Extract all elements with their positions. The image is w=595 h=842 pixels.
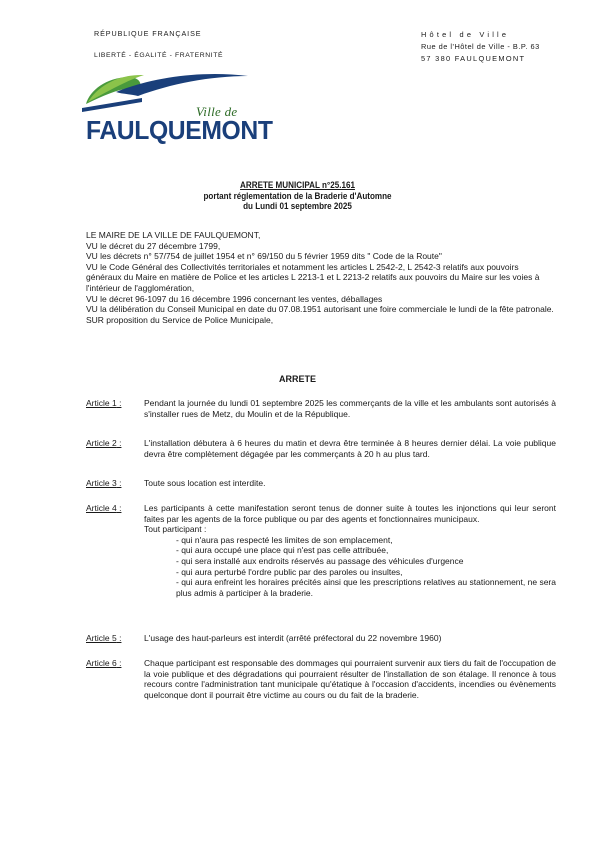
preamble-line: VU le décret 96-1097 du 16 décembre 1996 concernant les ventes, déballages — [86, 293, 383, 304]
preamble-line: VU la délibération du Conseil Municipal en date du 07.08.1951 autorisant une foire commerciale le lundi de la fête patronale. — [86, 304, 554, 315]
preamble-line: VU le décret du 27 décembre 1799, — [86, 240, 221, 251]
article-text: Chaque participant est responsable des dommages qui pourraient survenir aux tiers du fait de l'occupation de la voie publique et des dégradations qui pourraient résulter de l'installation de son étalage. Il renonce à tous recours contre l'administration tant municipale qu'étatique à l'occasion d'accidents, incendies ou évènements quelconque dont il pourrait être victime au cours ou du fait de la braderie. — [144, 658, 556, 700]
article-text: L'usage des haut-parleurs est interdit (arrêté préfectoral du 22 novembre 1960) — [144, 633, 442, 643]
preamble-line: SUR proposition du Service de Police Municipale, — [86, 314, 274, 325]
republique-header — [94, 29, 224, 59]
preamble-line: VU les décrets n° 57/754 de juillet 1954 et n° 69/150 du 5 février 1959 dits " Code de la Route" — [86, 251, 442, 262]
address-line-3: 57 380 FAULQUEMONT — [421, 54, 526, 63]
address-line-2: Rue de l'Hôtel de Ville - B.P. 63 — [421, 42, 540, 51]
list-item: - qui aura enfreint les horaires précités ainsi que les prescriptions relatives au stationnement, ne sera plus admis à participer à la braderie. — [176, 577, 556, 598]
article-label: Article 1 : — [86, 398, 122, 408]
logo-swoosh-icon — [80, 72, 280, 112]
article-text: Pendant la journée du lundi 01 septembre 2025 les commerçants de la ville et les ambulants sont autorisés à s'installer rues de Metz, du Moulin et de la République. — [144, 398, 556, 419]
republique-label: RÉPUBLIQUE FRANÇAISE — [94, 29, 202, 38]
article-label: Article 4 : — [86, 503, 122, 513]
article-label: Article 3 : — [86, 478, 122, 488]
article-label: Article 6 : — [86, 658, 122, 668]
article-label: Article 5 : — [86, 633, 122, 643]
article-text — [144, 503, 556, 598]
list-item: - qui aura occupé une place qui n'est pas celle attribuée, — [176, 545, 389, 556]
document-title — [24, 180, 571, 212]
article-2 — [86, 438, 556, 459]
preamble-line: LE MAIRE DE LA VILLE DE FAULQUEMONT, — [86, 230, 261, 240]
article-list — [176, 535, 556, 599]
list-item: - qui sera installé aux endroits réservés au passage des véhicules d'urgence — [176, 555, 464, 566]
article-text: Toute sous location est interdite. — [144, 478, 266, 488]
preamble-line: VU le Code Général des Collectivités territoriales et notamment les articles L 2542-2, L 2542-3 relatifs aux pouvoirs généraux du Maire en matière de Police et les articles L 2213-1 et L 2213-2 relatifs aux pouvoirs du Maire sur les voies à l'intérieur de l'agglomération, — [86, 261, 540, 293]
article-paragraph: Les participants à cette manifestation seront tenus de donner suite à toutes les injonctions qui leur seront faites par les agents de la force publique ou par des agents et fonctionnaires municipaux. — [144, 503, 556, 524]
article-text: L'installation débutera à 6 heures du matin et devra être terminée à 8 heures dernier délai. La voie publique devra être complètement dégagée par les commerçants à 20 h au plus tard. — [144, 438, 556, 459]
arrete-heading: ARRETE — [278, 374, 316, 384]
preamble — [86, 230, 556, 325]
arrete-date: du Lundi 01 septembre 2025 — [243, 201, 352, 211]
arrete-subject: portant réglementation de la Braderie d'Automne — [203, 190, 392, 201]
logo-town-name: FAULQUEMONT — [86, 115, 273, 145]
list-item: - qui aura perturbé l'ordre public par des paroles ou insultes, — [176, 566, 403, 577]
devise-label: LIBERTÉ - ÉGALITÉ - FRATERNITÉ — [94, 52, 224, 59]
article-4 — [86, 503, 556, 598]
article-5 — [86, 633, 556, 644]
arrete-number: ARRETE MUNICIPAL n°25.161 — [240, 180, 355, 190]
list-item: - qui n'aura pas respecté les limites de son emplacement, — [176, 534, 393, 545]
article-label: Article 2 : — [86, 438, 122, 448]
article-1 — [86, 398, 556, 419]
address-line-1: Hôtel de Ville — [421, 30, 510, 39]
article-6 — [86, 658, 556, 700]
article-intro: Tout participant : — [144, 524, 207, 535]
article-3 — [86, 478, 556, 489]
logo-ville-de: Ville de — [196, 104, 238, 119]
mairie-address — [421, 29, 540, 65]
